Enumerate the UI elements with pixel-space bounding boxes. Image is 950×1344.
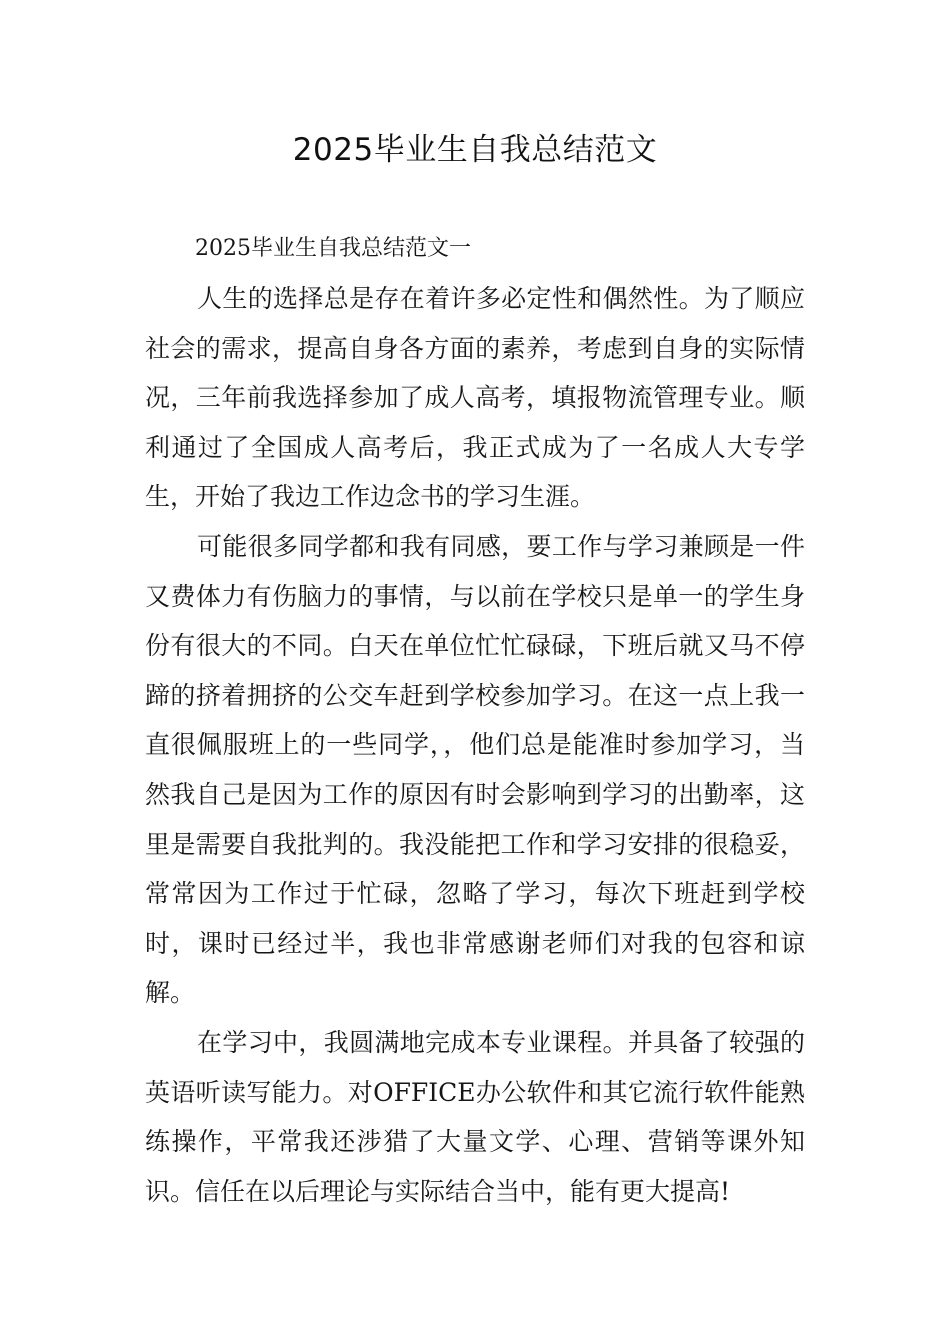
document-title: 2025毕业生自我总结范文 (292, 132, 658, 168)
document-body (145, 224, 805, 1216)
paragraph-3: 在学习中，我圆满地完成本专业课程。并具备了较强的英语听读写能力。对OFFICE办公软件和其它流行软件能熟练操作，平常我还涉猎了大量文学、心理、营销等课外知识。信任在以后理论与实际结合当中，能有更大提高! (145, 1027, 805, 1206)
paragraph-1: 人生的选择总是存在着许多必定性和偶然性。为了顺应社会的需求，提高自身各方面的素养，考虑到自身的实际情况，三年前我选择参加了成人高考，填报物流管理专业。顺利通过了全国成人高考后，我正式成为了一名成人大专学生，开始了我边工作边念书的学习生涯。 (145, 284, 805, 512)
section-heading: 2025毕业生自我总结范文一 (195, 236, 471, 261)
paragraph-2: 可能很多同学都和我有同感，要工作与学习兼顾是一件又费体力有伤脑力的事情，与以前在学校只是单一的学生身份有很大的不同。白天在单位忙忙碌碌，下班后就又马不停蹄的挤着拥挤的公交车赶到学校参加学习。在这一点上我一直很佩服班上的一些同学，，他们总是能准时参加学习，当然我自己是因为工作的原因有时会影响到学习的出勤率，这里是需要自我批判的。我没能把工作和学习安排的很稳妥，常常因为工作过于忙碌，忽略了学习，每次下班赶到学校时，课时已经过半，我也非常感谢老师们对我的包容和谅解。 (145, 531, 805, 1008)
